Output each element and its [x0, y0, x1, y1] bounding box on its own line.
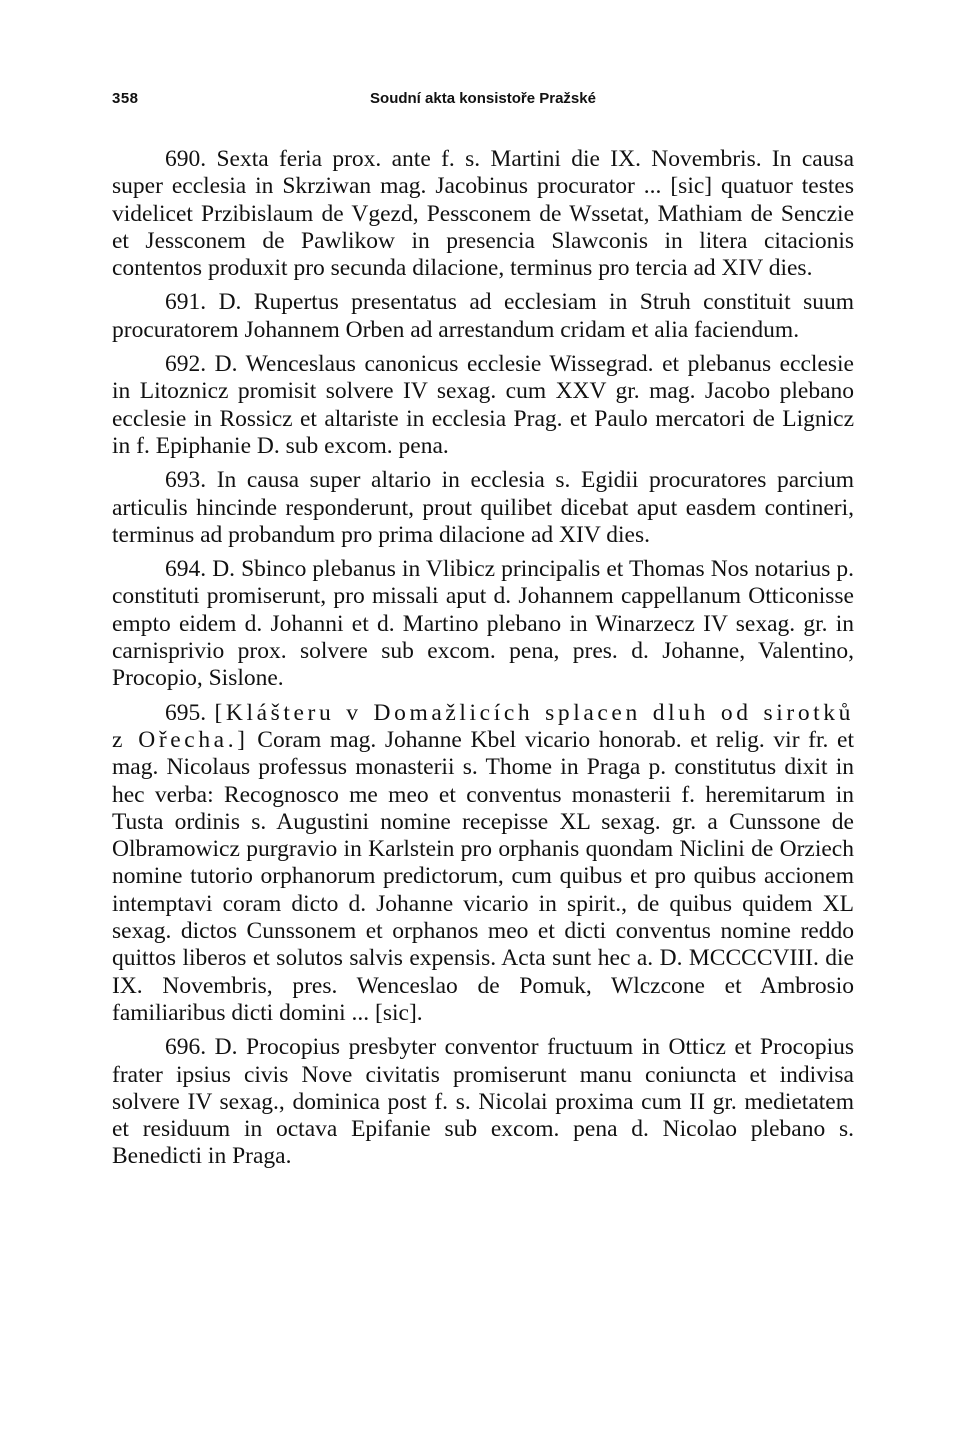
entry-text: Sexta feria prox. ante f. s. Martini die IX. Novembris. In causa super ecclesia in Skrziwan mag. Jacobinus procurator ... [sic] quatuor testes videlicet Przibislaum de Vgezd, Pessconem de Wssetat, Mathiam de Senczie et Jessconem de Pawlikow in presencia Slawconis in litera citacionis contentos produxit pro secunda dilacione, terminus pro tercia ad XIV dies. [112, 146, 855, 282]
entry-number: 690. [165, 146, 207, 172]
entry-692 [112, 351, 854, 460]
entry-number: 691. [165, 289, 207, 316]
entry-text: In causa super altario in ecclesia s. Egidii procuratores parcium articulis hincinde responderunt, prout quilibet dicebat aput easdem contineri, terminus ad probandum pro prima dilacione ad XIV dies. [112, 467, 855, 548]
entry-693 [112, 467, 854, 549]
entry-text: D. Procopius presbyter conventor fructuum in Otticz et Procopius frater ipsius civis Nove civitatis promiserunt manu coniuncta et indivisa solvere IV sexag., dominica post f. s. Nicolai proxima cum II gr. medietatem et residuum in octava Epifanie sub excom. pena d. Nicolao plebano s. Benedicti in Praga. [112, 1034, 855, 1170]
entry-text: D. Rupertus presentatus ad ecclesiam in Struh constituit suum procuratorem Johannem Orben ad arrestandum cridam et alia faciendum. [112, 289, 854, 343]
entry-695 [112, 700, 854, 1028]
entry-number: 694. [165, 556, 207, 583]
entry-690 [112, 146, 854, 282]
entry-heading: [Klášteru v Domažlicích splacen dluh od sirotků z Ořecha.] [112, 699, 854, 753]
entry-696 [112, 1034, 854, 1170]
entry-691 [112, 289, 854, 344]
entry-number: 696. [165, 1034, 207, 1061]
page-number: 358 [112, 90, 139, 107]
entry-number: 693. [165, 467, 207, 494]
entry-text: D. Sbinco plebanus in Vlibicz principalis et Thomas Nos notarius p. constituti promiserunt, pro missali aput d. Johannem cappellanum Otticonisse empto eidem d. Johanni et d. Martino plebano in Winarzecz IV sexag. gr. in carnisprivio prox. solvere sub excom. pena, pres. d. Johanne, Valentino, Procopio, Sislone. [112, 556, 855, 692]
entry-text: D. Wenceslaus canonicus ecclesie Wissegrad. et plebanus ecclesie in Litoznicz promisit solvere IV sexag. cum XXV gr. mag. Jacobo plebano ecclesie in Rossicz et altariste in ecclesia Prag. et Paulo mercatori de Lignicz in f. Epiphanie D. sub excom. pena. [112, 351, 854, 459]
entry-number: 692. [165, 351, 207, 378]
page-header [112, 90, 854, 114]
entry-text: Coram mag. Johanne Kbel vicario honorab. et relig. vir fr. et mag. Nicolaus professus monasterii s. Thome in Praga p. constitutus dixit in hec verba: Recognosco me meo et conventus monasterii f. heremitarum in Tusta ordinis s. Augustini nomine recepisse XL sexag. gr. a Cunssone de Olbramowicz purgravio in Karlstein pro orphanis quondam Niclini de Orziech nomine tutorio orphanorum predictorum, cum quibus et pro quibus accionem intemptavi coram dicto d. Johanne vicario in spirit., de quibus quidem XL sexag. dictos Cunssonem et orphanos meo et dicti conventus nomine reddo quittos liberos et solutos salvis expensis. Acta sunt hec a. D. MCCCCVIII. die IX. Novembris, pres. Wenceslao de Pomuk, Wlczcone et Ambrosio familiaribus dicti domini ... [sic]. [112, 726, 854, 1026]
entry-number: 695. [165, 699, 207, 726]
document-body [112, 146, 854, 1178]
running-title: Soudní akta konsistoře Pražské [370, 90, 596, 107]
entry-694 [112, 556, 854, 692]
